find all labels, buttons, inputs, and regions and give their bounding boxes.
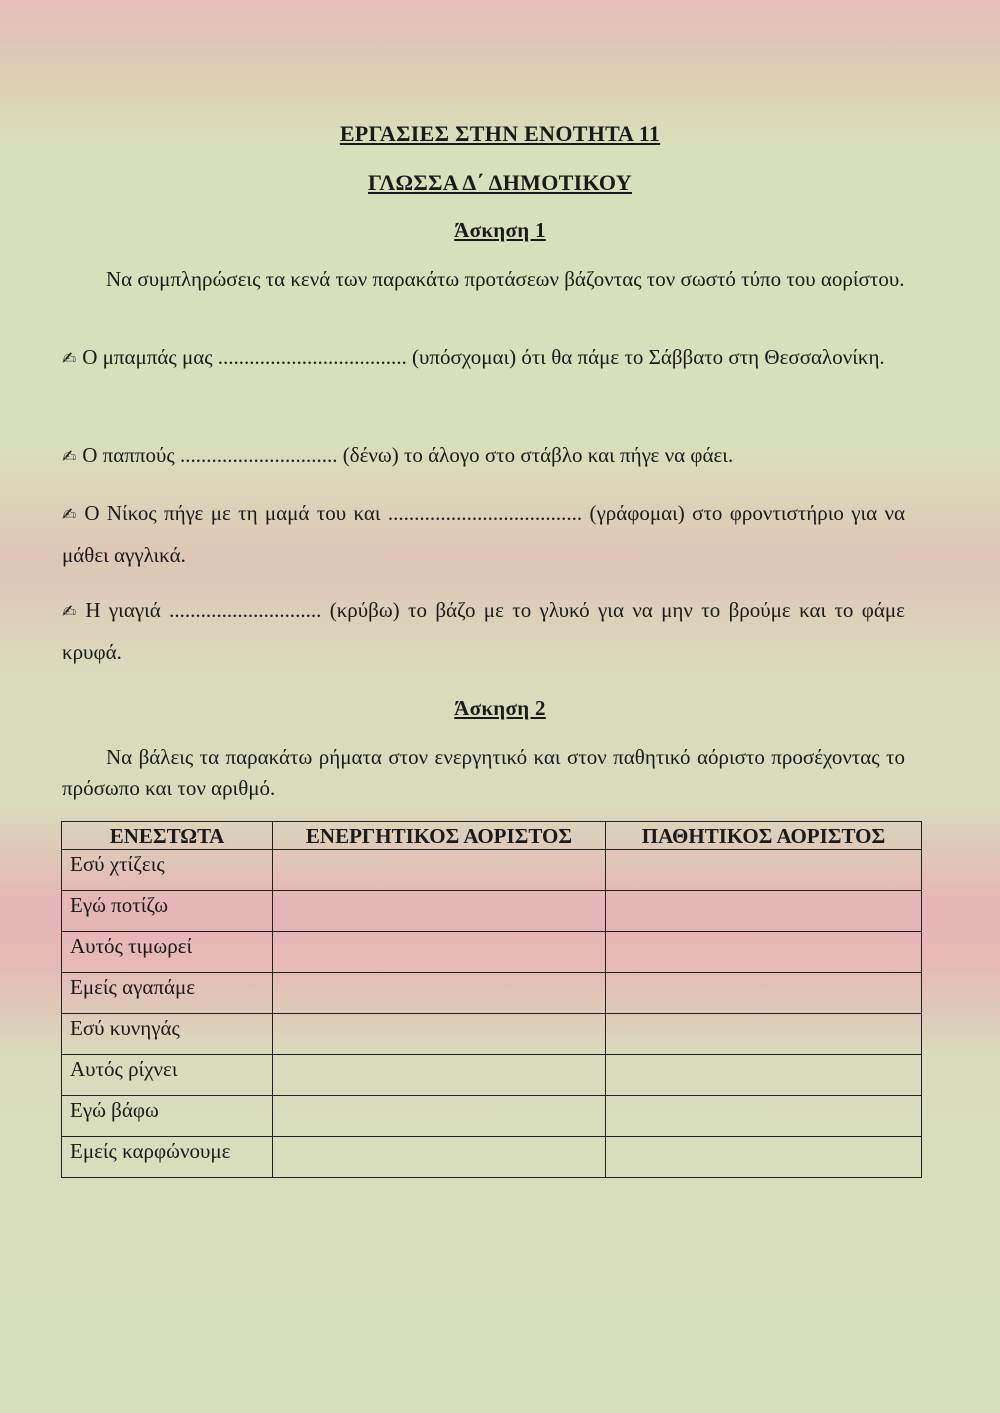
present-tense-cell: Εμείς καρφώνουμε (62, 1137, 273, 1178)
present-tense-cell: Εμείς αγαπάμε (62, 973, 273, 1014)
exercise-2-instructions: Να βάλεις τα παρακάτω ρήματα στον ενεργητικό και στον παθητικό αόριστο προσέχοντας το πρόσωπο και τον αριθμό. (62, 745, 905, 800)
active-aorist-cell[interactable] (273, 891, 606, 932)
active-aorist-cell[interactable] (273, 850, 606, 891)
present-tense-cell: Εσύ κυνηγάς (62, 1014, 273, 1055)
passive-aorist-cell[interactable] (606, 1137, 922, 1178)
writing-hand-icon: ✍ (62, 447, 77, 467)
verb-table (61, 821, 922, 1178)
table-row (62, 1096, 922, 1137)
table-row (62, 850, 922, 891)
present-tense-cell: Εγώ ποτίζω (62, 891, 273, 932)
present-tense-cell: Εσύ χτίζεις (62, 850, 273, 891)
sentence-item-4 (62, 590, 905, 672)
exercise-1-heading: Άσκηση 1 (454, 218, 546, 242)
sentence-item-2 (62, 435, 905, 477)
passive-aorist-cell[interactable] (606, 973, 922, 1014)
table-row (62, 1055, 922, 1096)
column-header-passive-aorist: ΠΑΘΗΤΙΚΟΣ ΑΟΡΙΣΤΟΣ (606, 822, 922, 850)
present-tense-cell: Αυτός τιμωρεί (62, 932, 273, 973)
writing-hand-icon: ✍ (62, 349, 77, 369)
writing-hand-icon: ✍ (62, 602, 80, 622)
active-aorist-cell[interactable] (273, 932, 606, 973)
passive-aorist-cell[interactable] (606, 891, 922, 932)
active-aorist-cell[interactable] (273, 1055, 606, 1096)
sentence-text: Ο μπαμπάς μας .................................... (υπόσχομαι) ότι θα πάμε το Σάββατο στη Θεσσαλονίκη. (82, 345, 885, 369)
sentence-item-1 (62, 337, 905, 379)
table-row (62, 1014, 922, 1055)
page-subtitle: ΓΛΩΣΣΑ Δ΄ ΔΗΜΟΤΙΚΟΥ (368, 170, 632, 195)
sentence-text: Ο Νίκος πήγε με τη μαμά του και ..................................... (γράφομαι) στο φροντιστήριο για να μάθει αγγλικά. (62, 501, 905, 567)
active-aorist-cell[interactable] (273, 1014, 606, 1055)
passive-aorist-cell[interactable] (606, 850, 922, 891)
active-aorist-cell[interactable] (273, 1137, 606, 1178)
passive-aorist-cell[interactable] (606, 1096, 922, 1137)
column-header-present: ΕΝΕΣΤΩΤΑ (62, 822, 273, 850)
exercise-1-instructions: Να συμπληρώσεις τα κενά των παρακάτω προτάσεων βάζοντας τον σωστό τύπο του αορίστου. (106, 267, 905, 291)
active-aorist-cell[interactable] (273, 1096, 606, 1137)
writing-hand-icon: ✍ (62, 505, 79, 525)
present-tense-cell: Εγώ βάφω (62, 1096, 273, 1137)
sentence-item-3 (62, 493, 905, 575)
sentence-text: Η γιαγιά ............................. (κρύβω) το βάζο με το γλυκό για να μην το βρούμε και το φάμε κρυφά. (62, 598, 905, 664)
exercise-2-heading: Άσκηση 2 (454, 696, 546, 720)
active-aorist-cell[interactable] (273, 973, 606, 1014)
page-title: ΕΡΓΑΣΙΕΣ ΣΤΗΝ ΕΝΟΤΗΤΑ 11 (339, 121, 661, 146)
table-row (62, 932, 922, 973)
column-header-active-aorist: ΕΝΕΡΓΗΤΙΚΟΣ ΑΟΡΙΣΤΟΣ (273, 822, 606, 850)
sentence-text: Ο παππούς .............................. (δένω) το άλογο στο στάβλο και πήγε να φάει. (82, 443, 734, 467)
present-tense-cell: Αυτός ρίχνει (62, 1055, 273, 1096)
table-header-row (62, 822, 922, 850)
passive-aorist-cell[interactable] (606, 1055, 922, 1096)
table-row (62, 1137, 922, 1178)
table-row (62, 973, 922, 1014)
table-row (62, 891, 922, 932)
passive-aorist-cell[interactable] (606, 1014, 922, 1055)
passive-aorist-cell[interactable] (606, 932, 922, 973)
